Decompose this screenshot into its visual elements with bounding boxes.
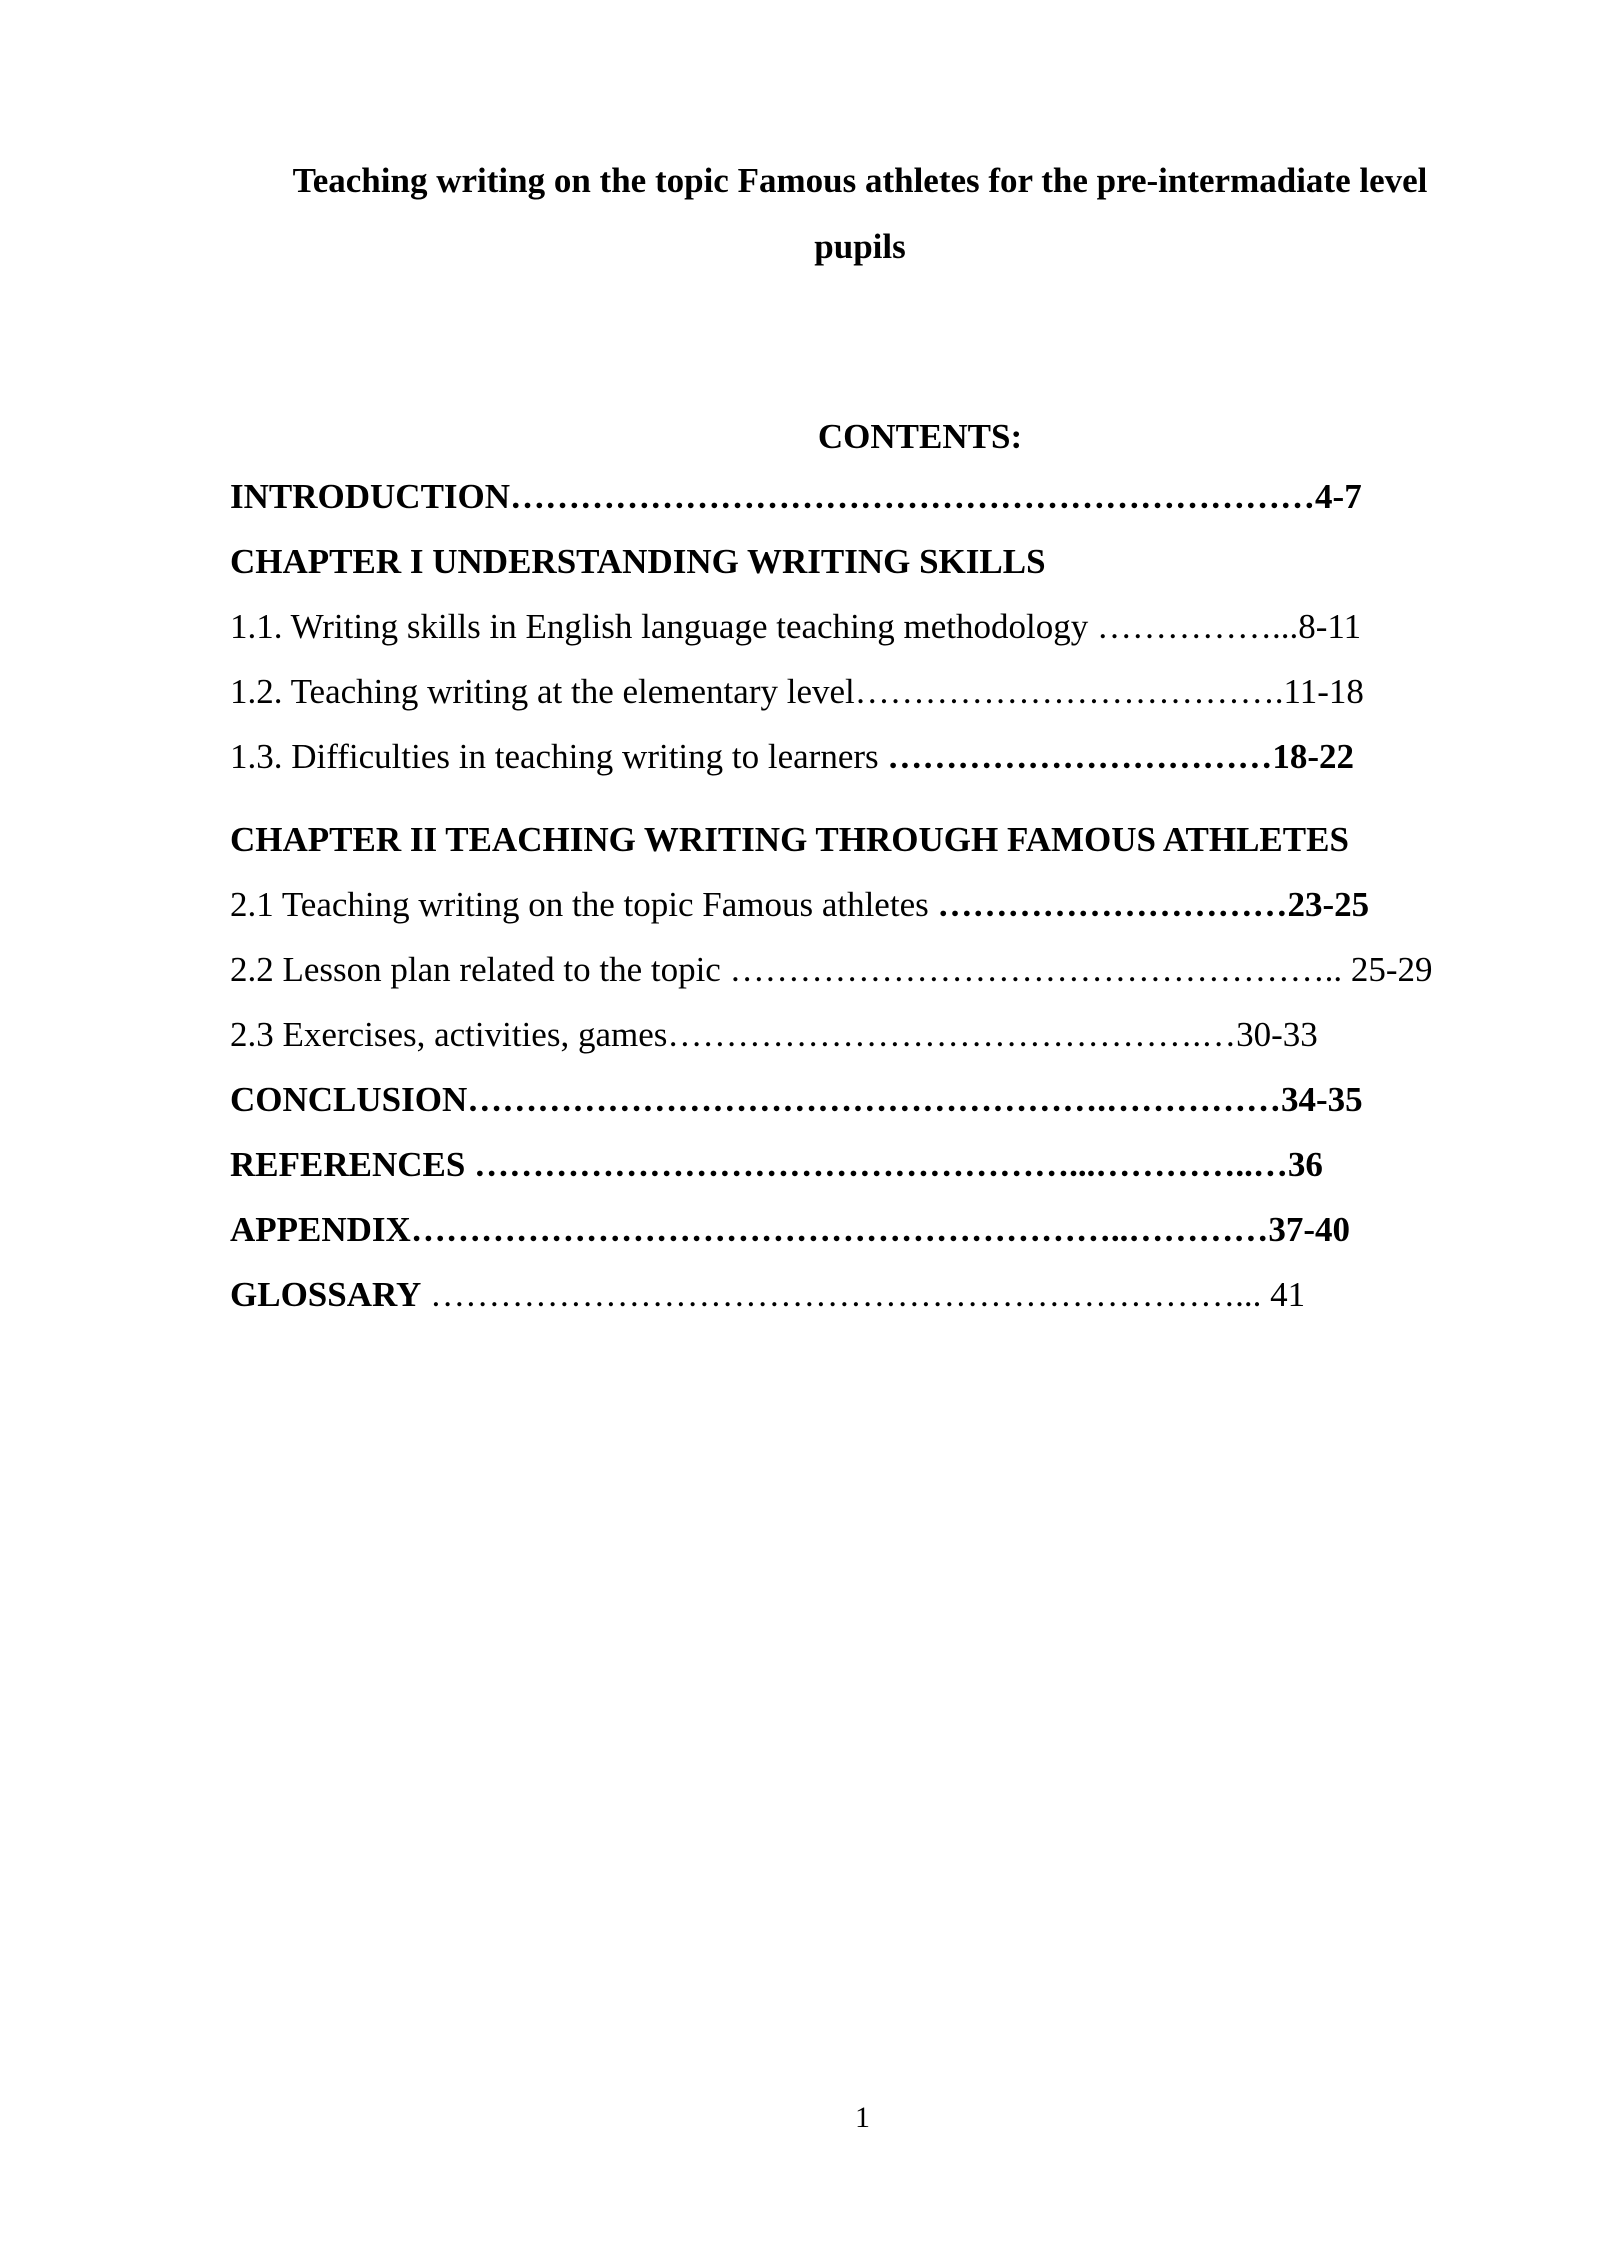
toc-entry-conclusion — [230, 1075, 1363, 1125]
toc-label: CONCLUSION — [230, 1080, 468, 1119]
page-number: 1 — [855, 2101, 870, 2134]
toc-page-range: 41 — [1261, 1275, 1306, 1314]
toc-page-range: 11-18 — [1283, 672, 1364, 711]
toc-label: APPENDIX — [230, 1210, 411, 1249]
toc-leader-dots: ……………………………………………….…………… — [467, 1080, 1282, 1119]
toc-label: 1.1. Writing skills in English language teaching methodology — [230, 607, 1089, 646]
toc-chapter-2-heading: CHAPTER II TEACHING WRITING THROUGH FAMOUS ATHLETES — [230, 820, 1349, 859]
toc-leader-dots: …………………………………………….. — [720, 950, 1343, 989]
toc-page-range: 8-11 — [1298, 607, 1362, 646]
toc-entry-references — [230, 1140, 1323, 1190]
toc-chapter-1-heading: CHAPTER I UNDERSTANDING WRITING SKILLS — [230, 542, 1046, 581]
toc-entry-1-1 — [230, 602, 1361, 652]
toc-page-range: 36 — [1287, 1145, 1323, 1184]
toc-entry-introduction — [230, 472, 1362, 522]
document-title — [230, 148, 1490, 280]
toc-label: 1.2. Teaching writing at the elementary level — [230, 672, 855, 711]
contents-heading: CONTENTS: — [817, 417, 1023, 456]
toc-label: 1.3. Difficulties in teaching writing to learners — [230, 737, 879, 776]
toc-entry-1-3 — [230, 732, 1354, 782]
toc-entry-2-1 — [230, 880, 1369, 930]
toc-leader-dots: ……………………………………………………..………… — [410, 1210, 1269, 1249]
toc-leader-dots: ……………………………………………………………... — [421, 1275, 1262, 1314]
toc-page-range: 23-25 — [1287, 885, 1370, 924]
toc-label: 2.3 Exercises, activities, games — [230, 1015, 668, 1054]
toc-entry-1-2 — [230, 667, 1364, 717]
toc-entry-appendix — [230, 1205, 1350, 1255]
toc-leader-dots: …………………………………………………………… — [510, 477, 1316, 516]
toc-leader-dots: ………………………… — [928, 885, 1288, 924]
toc-leader-dots: …………………………… — [878, 737, 1273, 776]
toc-page-range: 18-22 — [1272, 737, 1355, 776]
toc-label: 2.1 Teaching writing on the topic Famous athletes — [230, 885, 929, 924]
toc-leader-dots: ……………………………………….… — [667, 1015, 1237, 1054]
toc-label: 2.2 Lesson plan related to the topic — [230, 950, 721, 989]
toc-page-range: 34-35 — [1281, 1080, 1363, 1119]
document-title-line-2: pupils — [814, 227, 906, 266]
toc-entry-2-2 — [230, 945, 1433, 995]
document-title-line-1: Teaching writing on the topic Famous athletes for the pre-intermadiate level — [292, 161, 1428, 200]
toc-page-range: 30-33 — [1236, 1015, 1318, 1054]
toc-leader-dots: ……………... — [1088, 607, 1299, 646]
toc-entry-glossary — [230, 1270, 1305, 1320]
toc-page-range: 37-40 — [1268, 1210, 1350, 1249]
toc-leader-dots: ………………………………. — [854, 672, 1284, 711]
toc-leader-dots: ……………………………………………...…………..… — [465, 1145, 1288, 1184]
toc-page-range: 25-29 — [1342, 950, 1433, 989]
toc-entry-2-3 — [230, 1010, 1318, 1060]
toc-label: REFERENCES — [230, 1145, 466, 1184]
toc-label: GLOSSARY — [230, 1275, 422, 1314]
toc-label: INTRODUCTION — [230, 477, 511, 516]
toc-page-range: 4-7 — [1315, 477, 1362, 516]
